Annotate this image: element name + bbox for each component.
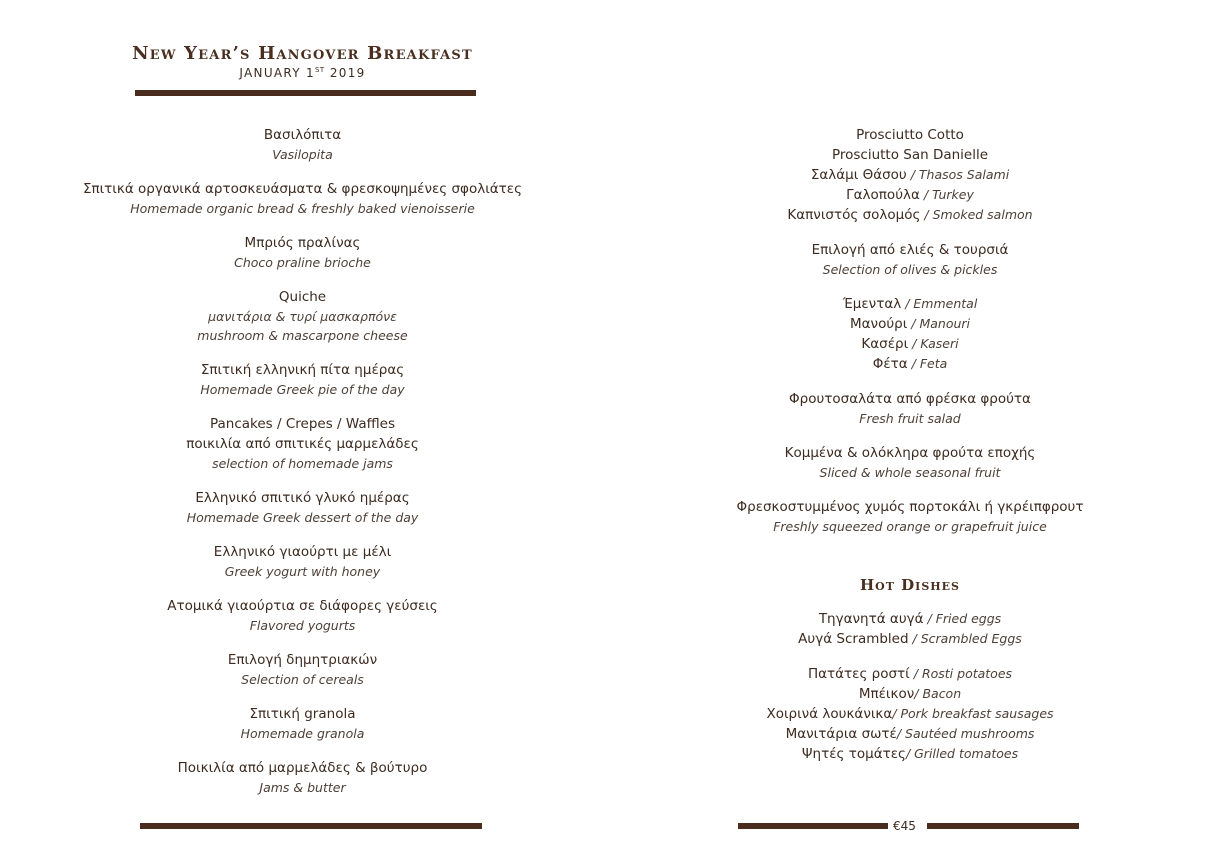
menu-line	[700, 294, 1120, 314]
item-greek: Ελληνικό σπιτικό γλυκό ημέρας	[195, 490, 410, 506]
item-separator: /	[914, 686, 923, 701]
right-footer-divider-left	[738, 823, 888, 829]
menu-line	[700, 314, 1120, 334]
menu-line	[700, 185, 1120, 205]
menu-item	[40, 542, 565, 581]
item-greek: Καπνιστός σολομός	[787, 207, 921, 223]
menu-item	[40, 704, 565, 743]
item-greek: Quiche	[278, 289, 327, 305]
item-greek: Αυγά Scrambled	[798, 631, 909, 647]
item-separator: /	[909, 666, 922, 681]
item-greek: Σπιτική ελληνική πίτα ημέρας	[200, 362, 405, 378]
menu-line	[700, 125, 1120, 145]
item-separator: /	[905, 746, 915, 761]
menu-line	[700, 165, 1120, 185]
item-english: Pork breakfast sausages	[900, 706, 1054, 721]
item-english: Kaseri	[920, 336, 959, 351]
right-footer-divider-right	[927, 823, 1079, 829]
item-english: Jams & butter	[259, 780, 346, 795]
item-english: Greek yogurt with honey	[224, 564, 381, 579]
item-greek: Μανούρι	[849, 316, 908, 332]
item-english: Freshly squeezed orange or grapefruit juice	[773, 519, 1047, 534]
item-english: Selection of olives & pickles	[822, 262, 998, 277]
date-year: 2019	[324, 66, 366, 80]
item-english: Feta	[919, 356, 948, 371]
item-greek: Κασέρι	[861, 336, 909, 352]
item-greek: Γαλοπούλα	[846, 187, 920, 203]
menu-item	[40, 125, 565, 164]
item-greek: Πατάτες ροστί	[807, 666, 910, 682]
item-greek: Βασιλόπιτα	[263, 127, 342, 143]
item-separator: /	[901, 296, 914, 311]
menu-item	[40, 650, 565, 689]
item-greek: Φρουτοσαλάτα από φρέσκα φρούτα	[789, 391, 1031, 407]
item-english: Homemade Greek pie of the day	[200, 382, 405, 397]
hot-dishes-heading: Hot Dishes	[860, 576, 960, 594]
item-greek: Φρεσκοστυμμένος χυμός πορτοκάλι ή γκρέιπφρουτ	[736, 499, 1084, 515]
date-sup: ST	[314, 66, 325, 74]
menu-line	[700, 145, 1120, 165]
item-english: μανιτάρια & τυρί μασκαρπόνε	[208, 309, 397, 324]
header-divider	[135, 90, 476, 96]
item-english: Choco praline brioche	[234, 255, 371, 270]
menu-item	[700, 443, 1120, 482]
menu-line	[700, 609, 1120, 629]
item-english: Sliced & whole seasonal fruit	[819, 465, 1001, 480]
item-separator: /	[923, 611, 936, 626]
item-separator: /	[906, 167, 919, 182]
item-greek: Χοιρινά λουκάνικα	[766, 706, 893, 722]
item-greek: Φέτα	[872, 356, 908, 372]
item-greek: Ελληνικό γιαούρτι με μέλι	[213, 544, 392, 560]
item-separator: /	[907, 356, 920, 371]
item-greek: Επιλογή από ελιές & τουρσιά	[811, 242, 1009, 258]
item-english: Rosti potatoes	[921, 666, 1013, 681]
menu-date	[90, 66, 515, 80]
menu-title: New Year’s Hangover Breakfast	[132, 43, 473, 64]
cheese-group	[700, 294, 1120, 374]
item-greek: Έμενταλ	[842, 296, 902, 312]
item-separator: /	[920, 207, 933, 222]
menu-line	[700, 744, 1120, 764]
item-english: Bacon	[922, 686, 962, 701]
menu-item	[40, 414, 565, 473]
item-greek: Σπιτική granola	[249, 706, 356, 722]
item-english: Fried eggs	[935, 611, 1002, 626]
item-english: Homemade Greek dessert of the day	[186, 510, 419, 525]
item-english: Fresh fruit salad	[859, 411, 961, 426]
right-column	[700, 125, 1120, 779]
item-english: Sautéed mushrooms	[905, 726, 1035, 741]
item-english: Grilled tomatoes	[914, 746, 1019, 761]
menu-item	[700, 389, 1120, 428]
item-english: Vasilopita	[272, 147, 333, 162]
item-greek: Τηγανητά αυγά	[818, 611, 924, 627]
menu-line	[700, 704, 1120, 724]
item-english: Turkey	[932, 187, 974, 202]
item-greek: Ψητές τομάτες	[801, 746, 906, 762]
item-english: Flavored yogurts	[249, 618, 356, 633]
item-english: Manouri	[919, 316, 971, 331]
menu-line	[700, 724, 1120, 744]
menu-line	[700, 354, 1120, 374]
sides-group	[700, 664, 1120, 764]
item-english: mushroom & mascarpone cheese	[197, 328, 408, 343]
item-separator: /	[919, 187, 933, 202]
item-greek: Μπριός πραλίνας	[244, 235, 361, 251]
menu-line	[700, 334, 1120, 354]
item-separator: /	[896, 726, 906, 741]
left-column	[40, 125, 565, 812]
item-english: Emmental	[913, 296, 978, 311]
date-main: JANUARY 1	[239, 66, 315, 80]
menu-item	[40, 233, 565, 272]
menu-line	[700, 684, 1120, 704]
item-separator: /	[907, 316, 920, 331]
menu-item	[40, 360, 565, 399]
item-separator: /	[908, 631, 921, 646]
menu-item	[700, 240, 1120, 279]
item-greek: Σπιτικά οργανικά αρτοσκευάσματα & φρεσκοψημένες σφολιάτες	[82, 181, 523, 197]
item-separator: /	[892, 706, 901, 721]
menu-line	[700, 629, 1120, 649]
item-greek: Κομμένα & ολόκληρα φρούτα εποχής	[784, 445, 1036, 461]
item-greek: Σαλάμι Θάσου	[810, 167, 907, 183]
item-separator: /	[908, 336, 921, 351]
item-greek: Μπέικον	[858, 686, 915, 702]
item-english: Homemade granola	[240, 726, 365, 741]
menu-line	[700, 664, 1120, 684]
menu-item	[40, 596, 565, 635]
item-english: Smoked salmon	[932, 207, 1033, 222]
item-greek: Prosciutto San Danielle	[831, 147, 989, 163]
item-greek: Ατομικά γιαούρτια σε διάφορες γεύσεις	[167, 598, 438, 614]
menu-price: €45	[893, 819, 916, 833]
menu-item	[700, 497, 1120, 536]
item-greek: ποικιλία από σπιτικές μαρμελάδες	[186, 436, 419, 452]
item-english: selection of homemade jams	[212, 456, 393, 471]
item-greek: Pancakes / Crepes / Waffles	[209, 416, 396, 432]
item-english: Selection of cereals	[241, 672, 364, 687]
cold-cuts-group	[700, 125, 1120, 225]
item-greek: Μανιτάρια σωτέ	[785, 726, 897, 742]
item-english: Scrambled Eggs	[920, 631, 1022, 646]
eggs-group	[700, 609, 1120, 649]
item-greek: Ποικιλία από μαρμελάδες & βούτυρο	[177, 760, 428, 776]
menu-item	[40, 179, 565, 218]
menu-item	[40, 758, 565, 797]
menu-item	[40, 488, 565, 527]
item-english: Thasos Salami	[918, 167, 1010, 182]
item-greek: Prosciutto Cotto	[856, 127, 964, 143]
menu-item	[40, 287, 565, 345]
item-english: Homemade organic bread & freshly baked vienoisserie	[130, 201, 475, 216]
item-greek: Επιλογή δημητριακών	[227, 652, 378, 668]
menu-line	[700, 205, 1120, 225]
left-footer-divider	[140, 823, 482, 829]
